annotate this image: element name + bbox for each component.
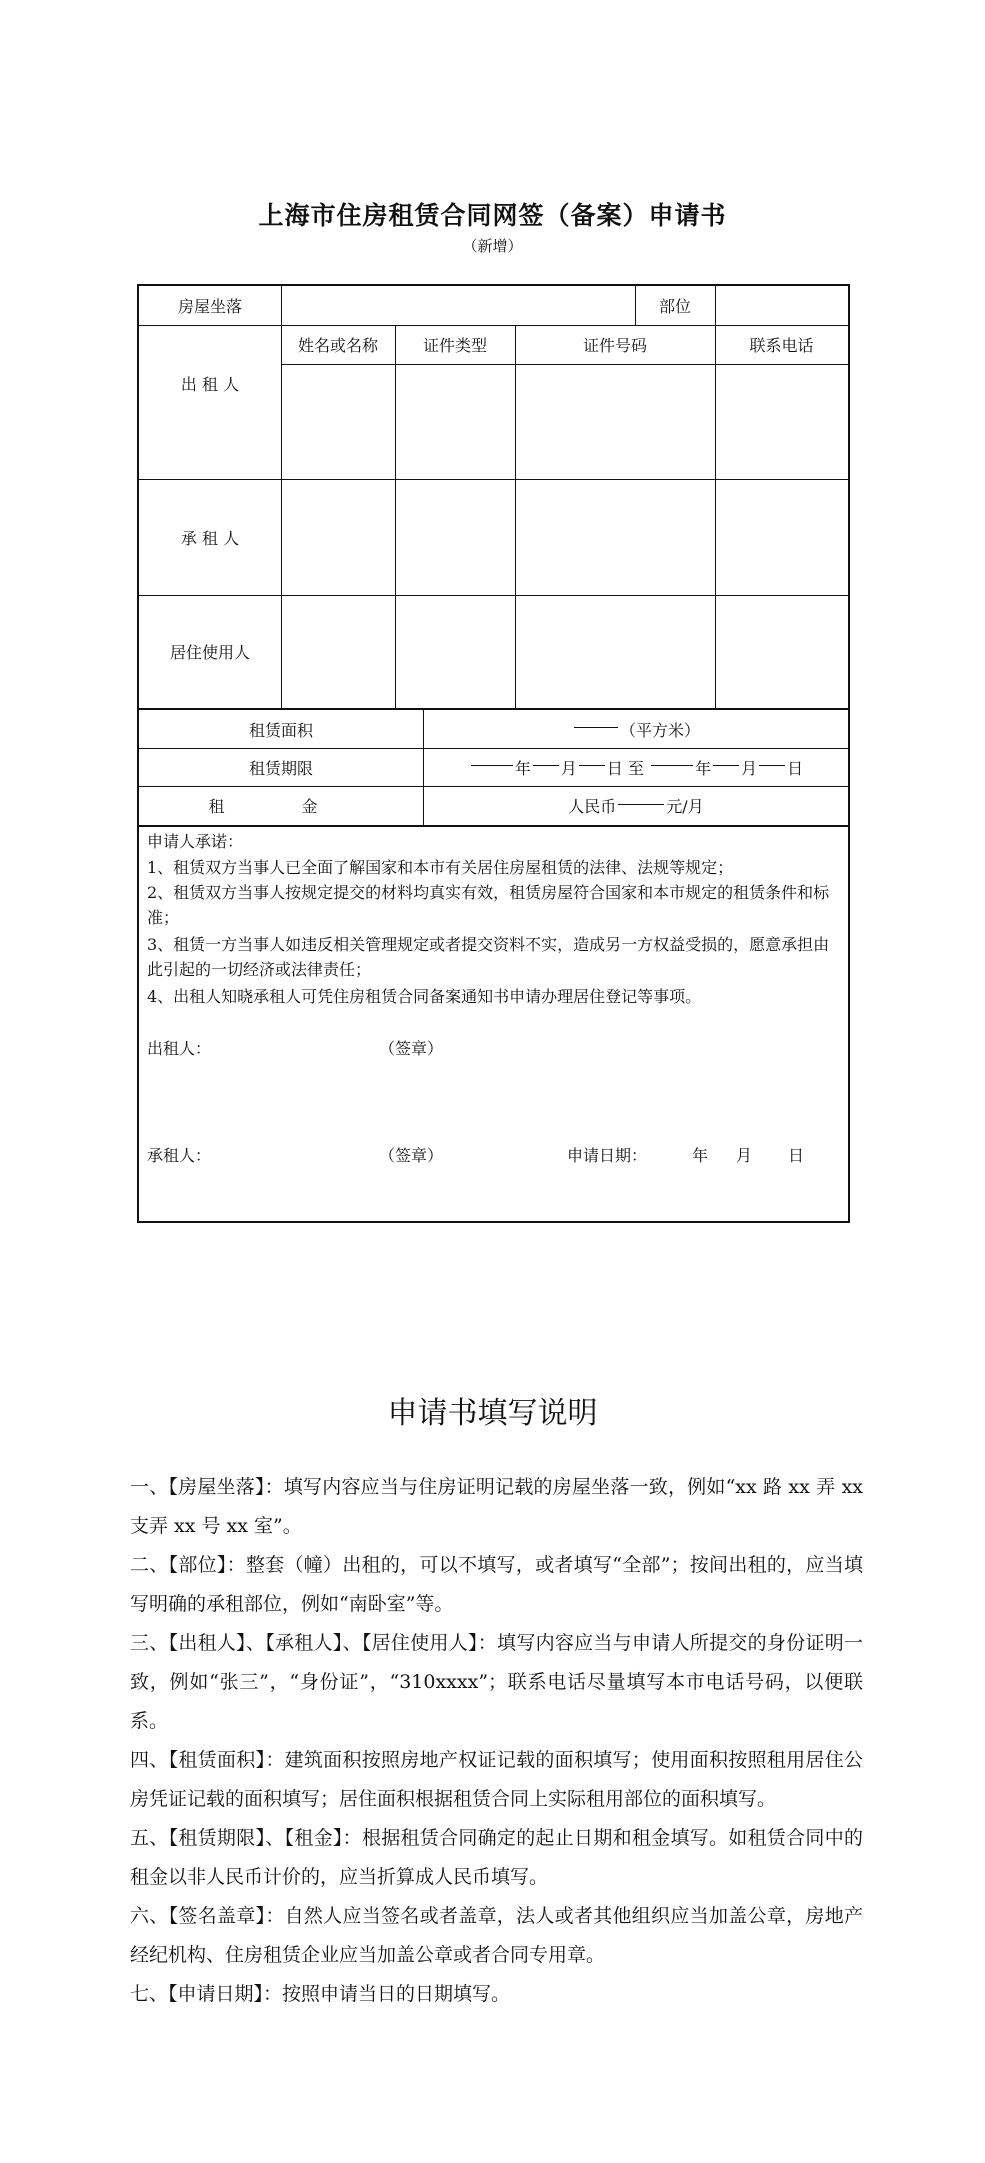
instruction-item: 四、【租赁面积】：建筑面积按照房地产权证记载的面积填写；使用面积按照租用居住公房凭证记载的面积填写；居住面积根据租赁合同上实际租用部位的面积填写。 bbox=[130, 1749, 863, 1810]
pledge-heading: 申请人承诺： bbox=[147, 832, 244, 851]
date-month[interactable]: 月 bbox=[736, 1146, 753, 1165]
lessee-row-label: 承 租 人 bbox=[180, 528, 240, 548]
area-unit: （平方米） bbox=[619, 720, 700, 740]
rent-field[interactable] bbox=[424, 786, 848, 825]
lease-area-label: 租赁面积 bbox=[248, 720, 313, 740]
term-start-year: 年 bbox=[514, 758, 531, 778]
instruction-item: 三、【出租人】、【承租人】、【居住使用人】：填写内容应当与申请人所提交的身份证明一致，例如“张三”，“身份证”，“310xxxx”；联系电话尽量填写本市电话号码，以便联系。 bbox=[130, 1632, 863, 1732]
pledge-item-2: 2、租赁双方当事人按规定提交的材料均真实有效，租赁房屋符合国家和本市规定的租赁条件和标准； bbox=[147, 883, 830, 927]
term-start-month: 月 bbox=[560, 758, 577, 778]
document-subtitle: （新增） bbox=[462, 237, 523, 255]
lease-area-field[interactable] bbox=[424, 710, 848, 748]
lessor-signature-label: 出租人： bbox=[147, 1039, 212, 1058]
term-start-day: 日 bbox=[606, 758, 623, 778]
date-day[interactable]: 日 bbox=[788, 1146, 805, 1165]
part-field[interactable] bbox=[716, 286, 848, 325]
lessor-seal[interactable]: （签章） bbox=[379, 1039, 444, 1058]
column-header-id-type: 证件类型 bbox=[422, 336, 487, 355]
part-label: 部位 bbox=[658, 297, 691, 316]
lease-term-field[interactable] bbox=[424, 748, 848, 786]
lessee-seal[interactable]: （签章） bbox=[379, 1146, 444, 1165]
lease-term-label: 租赁期限 bbox=[248, 758, 313, 778]
house-location-label: 房屋坐落 bbox=[177, 297, 242, 316]
term-to: 至 bbox=[627, 758, 644, 778]
instructions-list bbox=[130, 1468, 863, 2014]
instruction-item: 五、【租赁期限】、【租金】：根据租赁合同确定的起止日期和租金填写。如租赁合同中的租金以非人民币计价的，应当折算成人民币填写。 bbox=[130, 1827, 863, 1888]
column-header-id-number: 证件号码 bbox=[582, 336, 647, 355]
lessor-row-label: 出 租 人 bbox=[180, 374, 240, 394]
term-end-day: 日 bbox=[787, 758, 804, 778]
column-header-name: 姓名或名称 bbox=[297, 336, 378, 355]
pledge-item-3: 3、租赁一方当事人如违反相关管理规定或者提交资料不实，造成另一方权益受损的，愿意承担由此引起的一切经济或法律责任； bbox=[147, 935, 830, 979]
pledge-item-4: 4、出租人知晓承租人可凭住房租赁合同备案通知书申请办理居住登记等事项。 bbox=[147, 987, 702, 1006]
instructions-title: 申请书填写说明 bbox=[387, 1396, 598, 1431]
column-header-phone: 联系电话 bbox=[749, 336, 814, 355]
house-location-field[interactable] bbox=[282, 286, 635, 325]
term-end-year: 年 bbox=[695, 758, 712, 778]
instruction-item: 六、【签名盖章】：自然人应当签名或者盖章，法人或者其他组织应当加盖公章，房地产经纪机构、住房租赁企业应当加盖公章或者合同专用章。 bbox=[130, 1905, 863, 1966]
rent-currency: 人民币 bbox=[568, 797, 617, 816]
document-title: 上海市住房租赁合同网签（备案）申请书 bbox=[258, 201, 727, 230]
rent-label: 租 金 bbox=[208, 797, 354, 816]
instruction-item: 七、【申请日期】：按照申请当日的日期填写。 bbox=[130, 1983, 511, 2005]
term-end-month: 月 bbox=[741, 758, 758, 778]
lessee-signature-label: 承租人： bbox=[147, 1146, 212, 1165]
occupant-row-label: 居住使用人 bbox=[169, 643, 250, 662]
instruction-item: 一、【房屋坐落】：填写内容应当与住房证明记载的房屋坐落一致，例如“xx 路 xx 弄 xx 支弄 xx 号 xx 室”。 bbox=[130, 1476, 863, 1537]
application-form bbox=[137, 284, 850, 1223]
instruction-item: 二、【部位】：整套（幢）出租的，可以不填写，或者填写“全部”；按间出租的，应当填写明确的承租部位，例如“南卧室”等。 bbox=[130, 1554, 863, 1615]
pledge-item-1: 1、租赁双方当事人已全面了解国家和本市有关居住房屋租赁的法律、法规等规定； bbox=[147, 858, 734, 877]
date-year[interactable]: 年 bbox=[692, 1146, 709, 1165]
application-date-label: 申请日期： bbox=[567, 1146, 648, 1165]
rent-unit: 元/月 bbox=[666, 797, 704, 816]
